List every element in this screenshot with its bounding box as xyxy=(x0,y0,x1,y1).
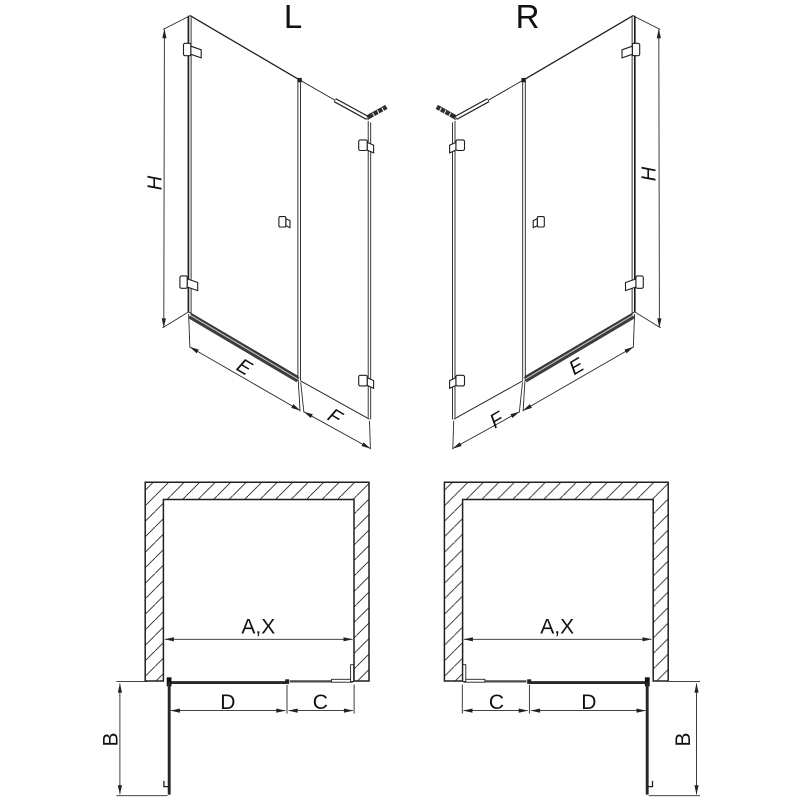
label-height-left: H xyxy=(144,175,167,191)
perspective-view-left xyxy=(163,15,387,449)
support-bar-wall-arm xyxy=(368,107,387,118)
fixed-panel xyxy=(300,80,371,420)
label-height-right: H xyxy=(638,166,661,182)
wall-profile-arm xyxy=(332,679,353,682)
niche-wall xyxy=(145,482,369,681)
door-panel xyxy=(188,15,299,380)
title-right-variant: R xyxy=(515,0,540,35)
corner-profile xyxy=(297,78,301,381)
label-panel-plan-right: C xyxy=(488,691,505,714)
wall-clamp-top xyxy=(359,140,374,153)
support-bar xyxy=(335,100,387,118)
label-opening-width-left: A,X xyxy=(241,615,276,639)
label-door-width-left: E xyxy=(232,354,256,381)
label-swing-right: B xyxy=(672,732,695,747)
label-opening-width-right: A,X xyxy=(540,615,575,639)
label-swing-left: B xyxy=(99,732,123,747)
mid-node xyxy=(285,679,289,684)
label-door-plan-left: D xyxy=(220,691,236,714)
plan-walls-left xyxy=(145,482,369,681)
label-door-plan-right: D xyxy=(581,691,597,714)
wall-profile xyxy=(351,665,354,682)
label-panel-width-left: F xyxy=(323,404,346,430)
dim-swing xyxy=(116,682,167,796)
perspective-view-right xyxy=(437,15,661,449)
hinge-top xyxy=(184,43,202,58)
title-left-variant: L xyxy=(283,0,303,35)
plan-walls-right xyxy=(444,482,668,681)
label-panel-plan-left: C xyxy=(312,691,328,714)
door-handle-knob xyxy=(279,217,290,228)
label-panel-width-right: F xyxy=(486,407,508,434)
label-door-width-right: E xyxy=(565,354,589,380)
wall-clamp-bottom xyxy=(359,375,374,388)
